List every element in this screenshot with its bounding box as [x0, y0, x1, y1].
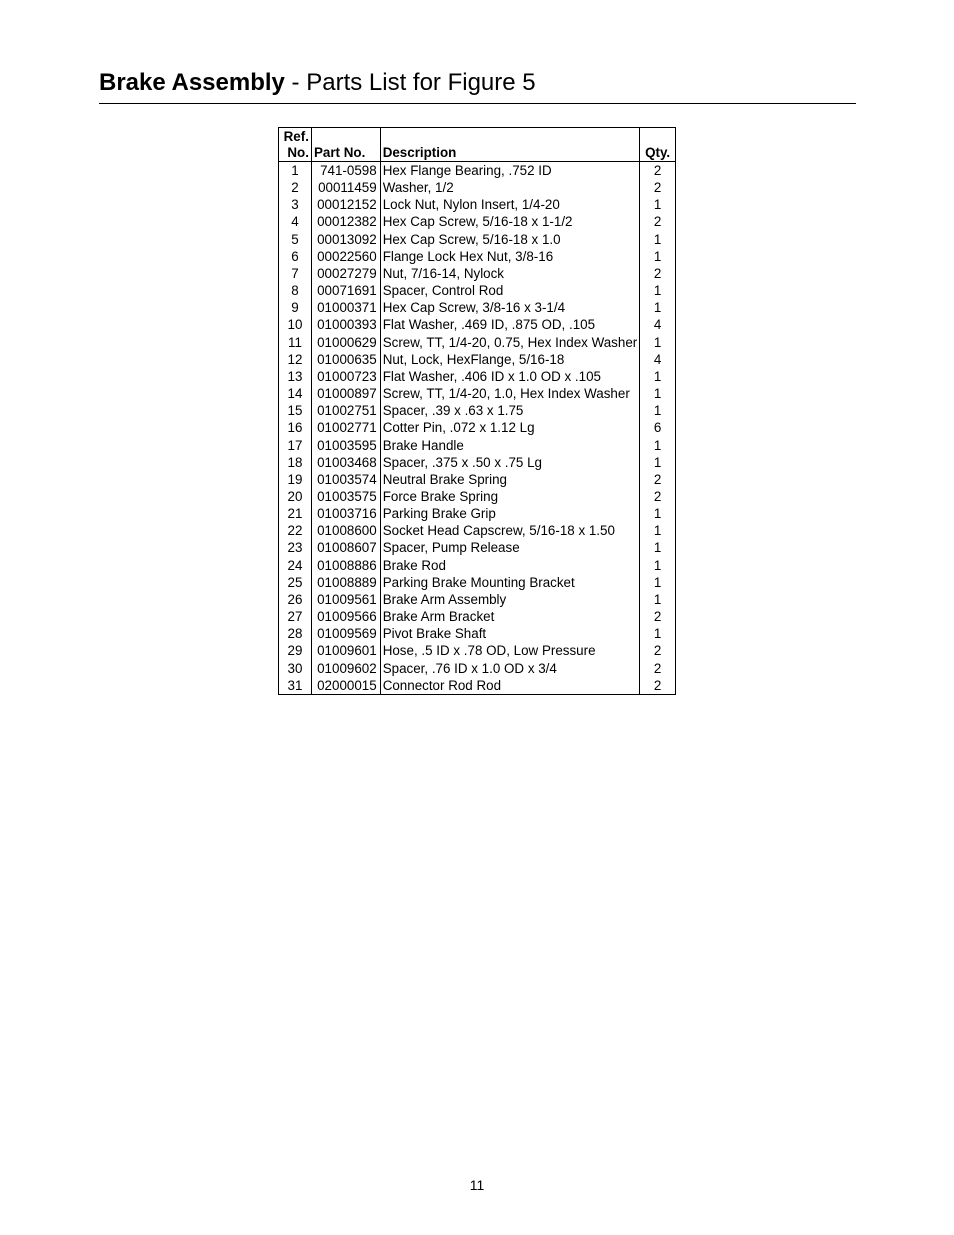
cell-ref-no: 2 — [291, 180, 299, 196]
table-row — [279, 196, 676, 213]
cell-qty: 1 — [640, 231, 676, 248]
cell-description: Lock Nut, Nylon Insert, 1/4-20 — [380, 196, 640, 213]
cell-qty: 1 — [640, 574, 676, 591]
cell-ref-no: 17 — [287, 437, 303, 453]
cell-description: Nut, Lock, HexFlange, 5/16-18 — [380, 351, 640, 368]
cell-part-no: 00013092 — [311, 231, 380, 248]
table-row — [279, 591, 676, 608]
cell-ref-no: 5 — [291, 231, 299, 247]
cell-ref-no: 27 — [287, 609, 303, 625]
table-row — [279, 162, 676, 180]
column-header-part-no: Part No. — [311, 128, 380, 162]
parts-table — [278, 127, 676, 695]
cell-part-no: 01009569 — [311, 625, 380, 642]
cell-description: Parking Brake Grip — [380, 505, 640, 522]
cell-ref-no: 12 — [287, 351, 303, 367]
cell-ref-no: 20 — [287, 488, 303, 504]
table-row — [279, 316, 676, 333]
cell-description: Socket Head Capscrew, 5/16-18 x 1.50 — [380, 522, 640, 539]
cell-qty: 2 — [640, 642, 676, 659]
table-row — [279, 437, 676, 454]
cell-qty: 1 — [640, 402, 676, 419]
cell-qty: 1 — [640, 539, 676, 556]
table-row — [279, 179, 676, 196]
cell-qty: 1 — [640, 248, 676, 265]
cell-description: Hex Cap Screw, 3/8-16 x 3-1/4 — [380, 299, 640, 316]
cell-part-no: 741-0598 — [311, 162, 380, 180]
cell-ref-no: 24 — [287, 557, 303, 573]
table-row — [279, 488, 676, 505]
page-title-bold: Brake Assembly — [99, 69, 285, 96]
cell-ref-no: 31 — [287, 677, 303, 693]
table-row — [279, 471, 676, 488]
cell-part-no: 01002771 — [311, 419, 380, 436]
page-title — [99, 68, 536, 98]
column-header-ref-no — [279, 128, 312, 162]
cell-part-no: 01002751 — [311, 402, 380, 419]
table-row — [279, 677, 676, 695]
table-row — [279, 608, 676, 625]
cell-part-no: 01008886 — [311, 557, 380, 574]
cell-part-no: 01000723 — [311, 368, 380, 385]
cell-part-no: 01000897 — [311, 385, 380, 402]
table-row — [279, 574, 676, 591]
table-row — [279, 522, 676, 539]
cell-ref-no: 30 — [287, 660, 303, 676]
cell-qty: 1 — [640, 522, 676, 539]
cell-qty: 1 — [640, 591, 676, 608]
cell-part-no: 01000635 — [311, 351, 380, 368]
table-row — [279, 334, 676, 351]
table-row — [279, 402, 676, 419]
table-row — [279, 454, 676, 471]
column-header-ref-line2: No. — [287, 145, 309, 160]
cell-part-no: 01008607 — [311, 539, 380, 556]
cell-ref-no: 23 — [287, 540, 303, 556]
cell-ref-no: 13 — [287, 368, 303, 384]
cell-part-no: 01000629 — [311, 334, 380, 351]
cell-description: Nut, 7/16-14, Nylock — [380, 265, 640, 282]
table-row — [279, 231, 676, 248]
cell-ref-no: 28 — [287, 626, 303, 642]
cell-ref-no: 29 — [287, 643, 303, 659]
column-header-qty: Qty. — [640, 128, 676, 162]
cell-qty: 1 — [640, 196, 676, 213]
parts-table-head — [279, 128, 676, 162]
cell-qty: 1 — [640, 368, 676, 385]
cell-description: Spacer, .39 x .63 x 1.75 — [380, 402, 640, 419]
cell-qty: 1 — [640, 334, 676, 351]
cell-description: Flat Washer, .406 ID x 1.0 OD x .105 — [380, 368, 640, 385]
cell-qty: 2 — [640, 677, 676, 695]
cell-ref-no: 4 — [291, 214, 299, 230]
cell-description: Neutral Brake Spring — [380, 471, 640, 488]
cell-description: Hex Cap Screw, 5/16-18 x 1.0 — [380, 231, 640, 248]
cell-ref-no: 10 — [287, 317, 303, 333]
cell-part-no: 01003575 — [311, 488, 380, 505]
cell-description: Hex Flange Bearing, .752 ID — [380, 162, 640, 180]
table-row — [279, 351, 676, 368]
table-row — [279, 282, 676, 299]
cell-part-no: 01003468 — [311, 454, 380, 471]
cell-qty: 2 — [640, 179, 676, 196]
cell-qty: 2 — [640, 660, 676, 677]
page-number: 11 — [469, 1177, 485, 1193]
cell-part-no: 00022560 — [311, 248, 380, 265]
cell-ref-no: 19 — [287, 471, 303, 487]
table-row — [279, 419, 676, 436]
cell-description: Spacer, Control Rod — [380, 282, 640, 299]
cell-ref-no: 6 — [291, 248, 299, 264]
cell-qty: 2 — [640, 471, 676, 488]
cell-qty: 2 — [640, 488, 676, 505]
cell-qty: 2 — [640, 608, 676, 625]
cell-description: Parking Brake Mounting Bracket — [380, 574, 640, 591]
cell-description: Hex Cap Screw, 5/16-18 x 1-1/2 — [380, 213, 640, 230]
cell-part-no: 01008889 — [311, 574, 380, 591]
cell-description: Cotter Pin, .072 x 1.12 Lg — [380, 419, 640, 436]
cell-part-no: 00027279 — [311, 265, 380, 282]
page-header — [99, 66, 856, 104]
cell-ref-no: 25 — [287, 574, 303, 590]
cell-description: Connector Rod Rod — [380, 677, 640, 695]
cell-qty: 1 — [640, 282, 676, 299]
cell-description: Spacer, .76 ID x 1.0 OD x 3/4 — [380, 660, 640, 677]
cell-qty: 2 — [640, 265, 676, 282]
cell-part-no: 01008600 — [311, 522, 380, 539]
cell-part-no: 01000371 — [311, 299, 380, 316]
table-row — [279, 368, 676, 385]
column-header-ref-line1: Ref. — [283, 129, 309, 144]
cell-qty: 4 — [640, 351, 676, 368]
cell-part-no: 00071691 — [311, 282, 380, 299]
cell-description: Spacer, .375 x .50 x .75 Lg — [380, 454, 640, 471]
cell-qty: 2 — [640, 213, 676, 230]
cell-description: Spacer, Pump Release — [380, 539, 640, 556]
cell-part-no: 01003716 — [311, 505, 380, 522]
cell-ref-no: 15 — [287, 403, 303, 419]
table-row — [279, 505, 676, 522]
table-row — [279, 539, 676, 556]
cell-ref-no: 3 — [291, 197, 299, 213]
cell-qty: 1 — [640, 505, 676, 522]
cell-qty: 6 — [640, 419, 676, 436]
table-row — [279, 299, 676, 316]
cell-qty: 2 — [640, 162, 676, 180]
table-row — [279, 248, 676, 265]
cell-description: Flange Lock Hex Nut, 3/8-16 — [380, 248, 640, 265]
cell-description: Brake Arm Assembly — [380, 591, 640, 608]
cell-qty: 1 — [640, 437, 676, 454]
cell-part-no: 00012382 — [311, 213, 380, 230]
cell-ref-no: 22 — [287, 523, 303, 539]
table-row — [279, 660, 676, 677]
table-row — [279, 642, 676, 659]
cell-description: Screw, TT, 1/4-20, 0.75, Hex Index Washer — [380, 334, 640, 351]
cell-part-no: 00012152 — [311, 196, 380, 213]
cell-part-no: 00011459 — [311, 179, 380, 196]
cell-part-no: 01003574 — [311, 471, 380, 488]
cell-description: Brake Handle — [380, 437, 640, 454]
parts-table-header-row — [279, 128, 676, 162]
cell-qty: 1 — [640, 557, 676, 574]
cell-part-no: 01009601 — [311, 642, 380, 659]
cell-description: Pivot Brake Shaft — [380, 625, 640, 642]
cell-ref-no: 26 — [287, 591, 303, 607]
cell-description: Hose, .5 ID x .78 OD, Low Pressure — [380, 642, 640, 659]
cell-description: Brake Rod — [380, 557, 640, 574]
table-row — [279, 385, 676, 402]
column-header-description: Description — [380, 128, 640, 162]
cell-description: Screw, TT, 1/4-20, 1.0, Hex Index Washer — [380, 385, 640, 402]
cell-part-no: 01000393 — [311, 316, 380, 333]
table-row — [279, 265, 676, 282]
cell-qty: 4 — [640, 316, 676, 333]
cell-ref-no: 18 — [287, 454, 303, 470]
cell-qty: 1 — [640, 625, 676, 642]
cell-ref-no: 14 — [287, 386, 303, 402]
table-row — [279, 213, 676, 230]
cell-ref-no: 21 — [287, 506, 303, 522]
page-title-rest: - Parts List for Figure 5 — [284, 69, 536, 96]
cell-ref-no: 1 — [291, 163, 299, 178]
cell-ref-no: 16 — [287, 420, 303, 436]
cell-description: Force Brake Spring — [380, 488, 640, 505]
cell-ref-no: 7 — [291, 265, 299, 281]
cell-ref-no: 11 — [288, 334, 302, 350]
cell-part-no: 01009561 — [311, 591, 380, 608]
cell-ref-no: 9 — [291, 300, 299, 316]
cell-qty: 1 — [640, 385, 676, 402]
table-row — [279, 625, 676, 642]
cell-part-no: 02000015 — [311, 677, 380, 695]
cell-description: Brake Arm Bracket — [380, 608, 640, 625]
cell-qty: 1 — [640, 454, 676, 471]
cell-description: Flat Washer, .469 ID, .875 OD, .105 — [380, 316, 640, 333]
parts-table-body — [279, 162, 676, 695]
cell-part-no: 01003595 — [311, 437, 380, 454]
cell-part-no: 01009602 — [311, 660, 380, 677]
cell-ref-no: 8 — [291, 283, 299, 299]
cell-part-no: 01009566 — [311, 608, 380, 625]
cell-description: Washer, 1/2 — [380, 179, 640, 196]
cell-qty: 1 — [640, 299, 676, 316]
table-row — [279, 557, 676, 574]
